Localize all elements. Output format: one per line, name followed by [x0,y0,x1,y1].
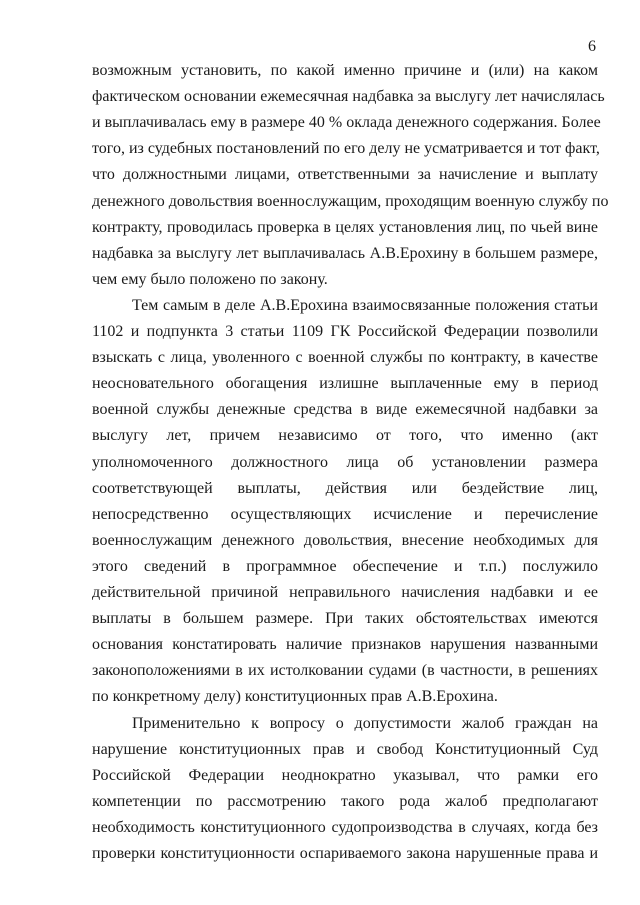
text-line: соответствующей выплаты, действия или бездействие лиц, [92,479,598,497]
text-line: и выплачивалась ему в размере 40 % оклада денежного содержания. Более [92,114,601,132]
text-line: денежного довольствия военнослужащим, проходящим военную службу по [92,192,609,210]
text-line: неосновательного обогащения излишне выплаченные ему в период [92,375,598,393]
text-line: военной службы денежные средства в виде ежемесячной надбавки за [92,401,598,419]
text-line: выплаты в большем размере. При таких обстоятельствах имеются [92,610,598,628]
text-line: нарушение конституционных прав и свобод Конституционный Суд [92,740,598,758]
text-line: необходимость конституционного судопроизводства в случаях, когда без [92,818,598,836]
text-line: взыскать с лица, уволенного с военной службы по контракту, в качестве [92,349,598,367]
text-line: компетенции по рассмотрению такого рода жалоб предполагают [92,792,598,810]
text-line: контракту, проводилась проверка в целях установления лиц, по чьей вине [92,218,598,236]
text-line: по конкретному делу) конституционных прав А.В.Ерохина. [92,688,498,706]
text-line: законоположениями в их истолковании судами (в частности, в решениях [92,662,598,680]
text-line: возможным установить, по какой именно причине и (или) на каком [92,62,598,79]
text-line: основания констатировать наличие признаков нарушения названными [92,636,598,654]
text-line: Российской Федерации неоднократно указывал, что рамки его [92,766,598,784]
page-number: 6 [588,38,596,55]
text-line: что должностными лицами, ответственными за начисление и выплату [92,166,598,184]
text-line: надбавка за выслугу лет выплачивалась А.В.Ерохину в большем размере, [92,244,598,262]
text-line: непосредственно осуществляющих исчисление и перечисление [92,505,598,523]
text-line: Применительно к вопросу о допустимости жалоб граждан на [132,714,598,732]
text-line: проверки конституционности оспариваемого закона нарушенные права и [92,845,598,862]
text-line: фактическом основании ежемесячная надбавка за выслугу лет начислялась [92,88,605,106]
text-line: этого сведений в программное обеспечение и т.п.) послужило [92,557,598,575]
text-line: того, из судебных постановлений по его делу не усматривается и тот факт, [92,140,600,158]
text-line: военнослужащим денежного довольствия, внесение необходимых для [92,531,598,549]
text-line: чем ему было положено по закону. [92,270,328,288]
text-line: действительной причиной неправильного начисления надбавки и ее [92,584,598,601]
text-line: выслугу лет, причем независимо от того, что именно (акт [92,427,598,445]
text-line: 1102 и подпункта 3 статьи 1109 ГК Российской Федерации позволили [92,323,598,340]
text-line: Тем самым в деле А.В.Ерохина взаимосвязанные положения статьи [132,296,598,314]
text-line: уполномоченного должностного лица об установлении размера [92,453,598,471]
